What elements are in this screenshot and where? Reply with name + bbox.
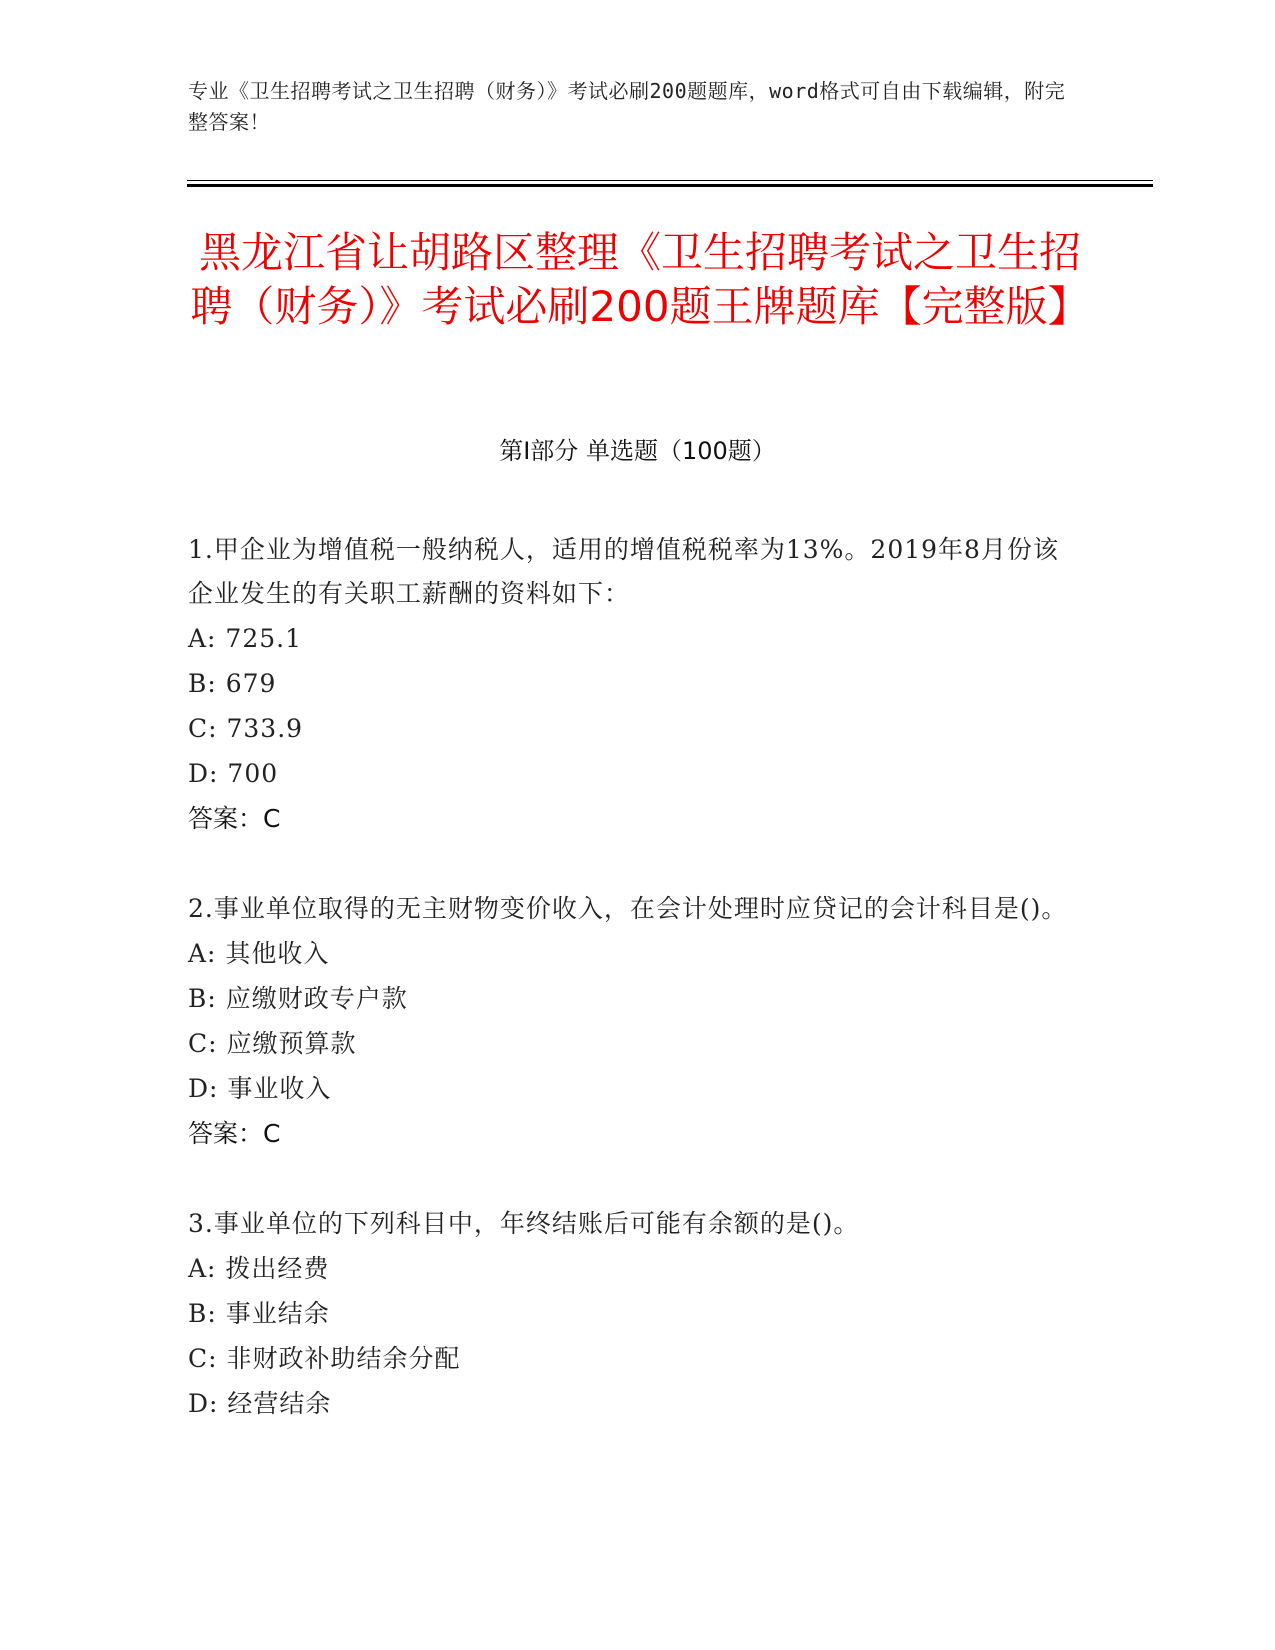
option-c: C: 应缴预算款 [188, 1029, 357, 1058]
option-d: D: 经营结余 [188, 1389, 332, 1418]
question-2 [188, 887, 1078, 1156]
option-a: A: 拨出经费 [188, 1254, 330, 1283]
option-c: C: 733.9 [188, 714, 304, 743]
question-3 [188, 1202, 1078, 1426]
document-title: 黑龙江省让胡路区整理《卫生招聘考试之卫生招聘（财务）》考试必刷200题王牌题库【完整版】 [190, 228, 1090, 331]
option-b: B: 应缴财政专户款 [188, 984, 408, 1013]
option-d: D: 事业收入 [188, 1074, 332, 1103]
question-list [188, 528, 1078, 1472]
question-stem: 2.事业单位取得的无主财物变价收入，在会计处理时应贷记的会计科目是()。 [188, 894, 1068, 923]
option-a: A: 725.1 [188, 624, 302, 653]
section-title: 第Ⅰ部分 单选题（100题） [499, 437, 776, 465]
option-d: D: 700 [188, 759, 279, 788]
question-1 [188, 528, 1078, 841]
option-c: C: 非财政补助结余分配 [188, 1344, 461, 1373]
answer: 答案：C [188, 1119, 281, 1148]
option-a: A: 其他收入 [188, 939, 330, 968]
question-stem: 1.甲企业为增值税一般纳税人，适用的增值税税率为13%。2019年8月份该企业发生的有关职工薪酬的资料如下： [188, 535, 1059, 608]
intro-text: 专业《卫生招聘考试之卫生招聘（财务）》考试必刷200题题库，word格式可自由下载编辑，附完整答案！ [188, 79, 1066, 134]
answer: 答案：C [188, 804, 281, 833]
option-b: B: 679 [188, 669, 277, 698]
option-b: B: 事业结余 [188, 1299, 330, 1328]
header-divider-thick [187, 184, 1153, 187]
header-divider-thin [187, 180, 1153, 181]
question-stem: 3.事业单位的下列科目中，年终结账后可能有余额的是()。 [188, 1209, 860, 1238]
